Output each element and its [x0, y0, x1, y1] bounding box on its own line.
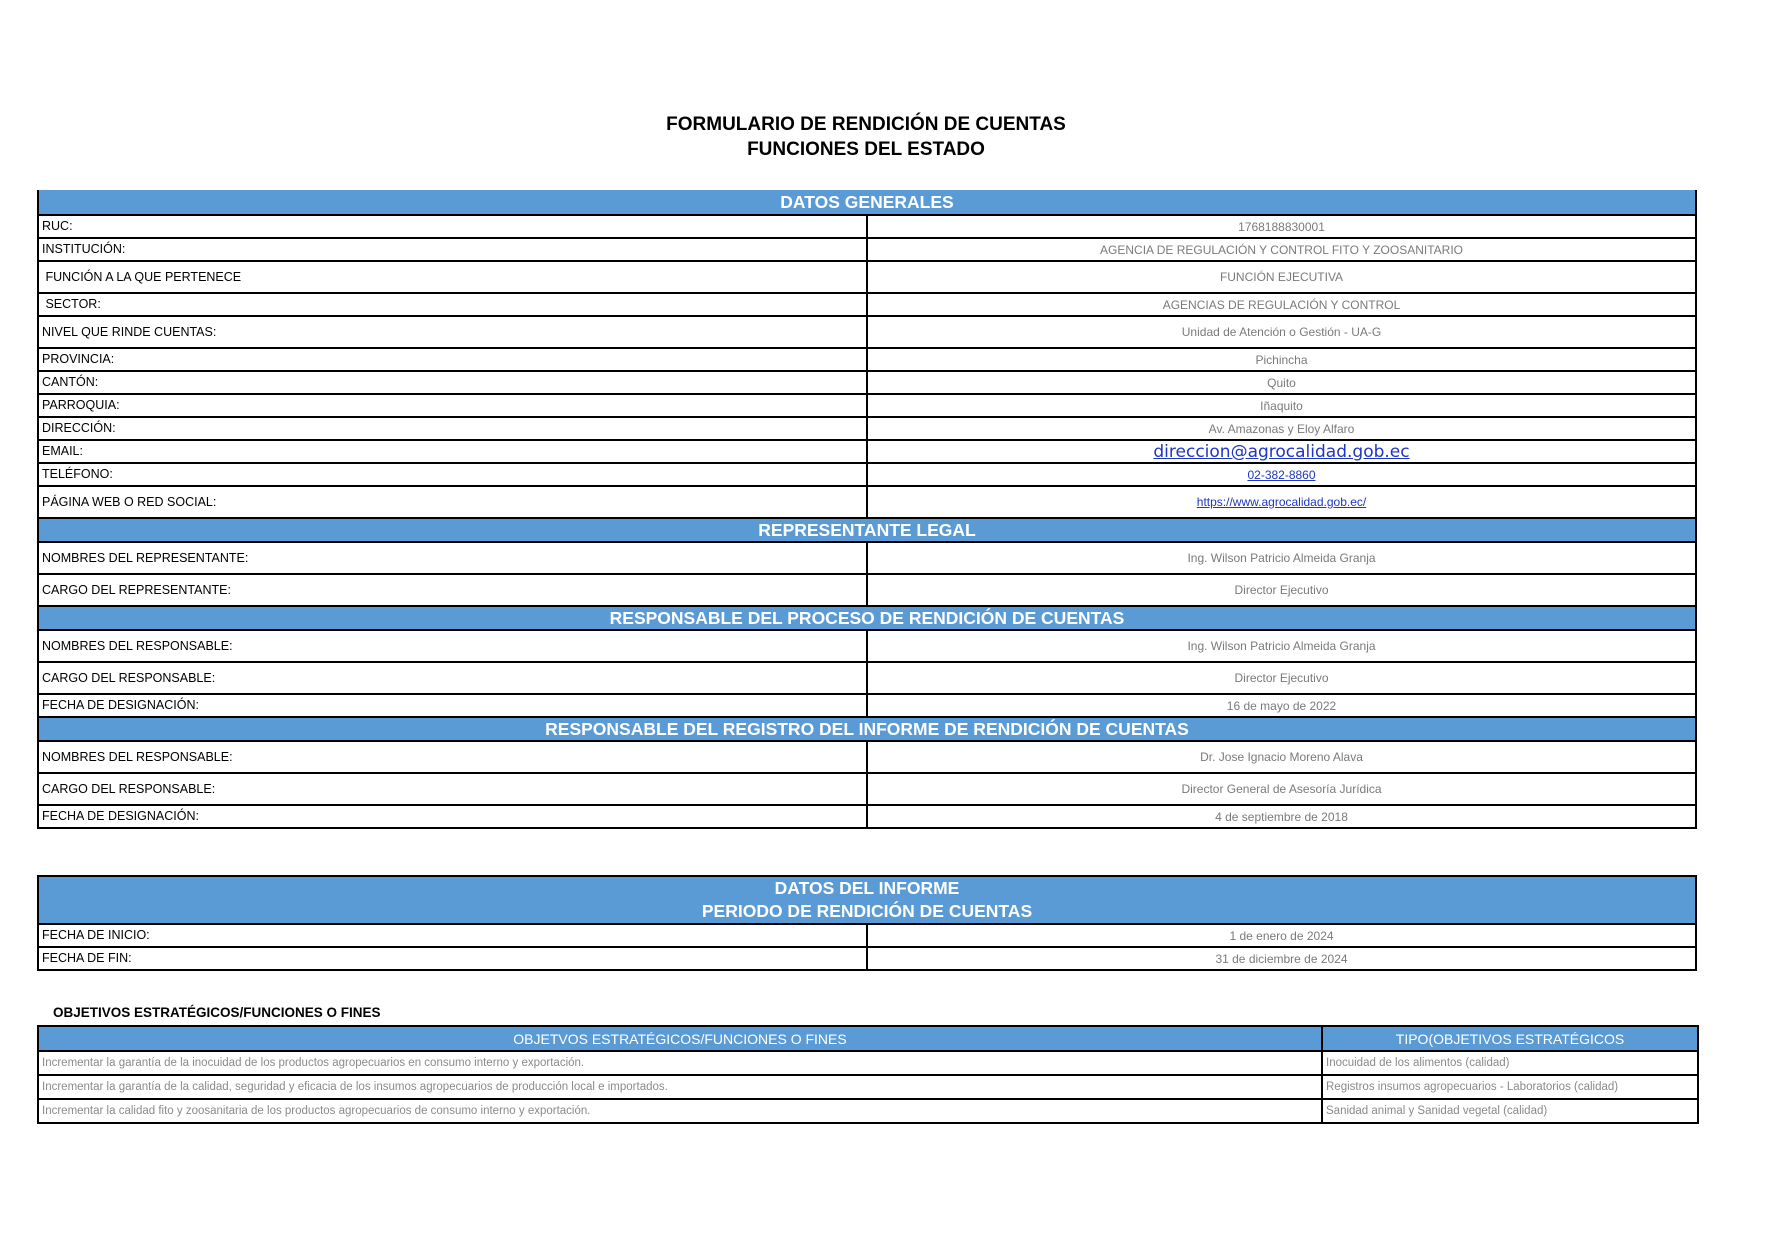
field-value-parroquia: Iñaquito [867, 394, 1696, 417]
field-label-provincia: PROVINCIA: [38, 348, 867, 371]
section-heading-datos-informe: DATOS DEL INFORME [38, 876, 1696, 900]
field-label-nivel: NIVEL QUE RINDE CUENTAS: [38, 316, 867, 348]
field-label-canton: CANTÓN: [38, 371, 867, 394]
table-row [38, 238, 1696, 261]
table-row [38, 1099, 1698, 1123]
table-row [38, 371, 1696, 394]
field-label-institucion: INSTITUCIÓN: [38, 238, 867, 261]
field-label-web: PÁGINA WEB O RED SOCIAL: [38, 486, 867, 518]
table-row [38, 741, 1696, 773]
website-link[interactable]: https://www.agrocalidad.gob.ec/ [1196, 495, 1367, 509]
field-label-nombre-registro: NOMBRES DEL RESPONSABLE: [38, 741, 867, 773]
field-label-cargo-registro: CARGO DEL RESPONSABLE: [38, 773, 867, 805]
table-row [38, 1051, 1698, 1075]
table-row [38, 805, 1696, 828]
field-value-nombre-responsable: Ing. Wilson Patricio Almeida Granja [867, 630, 1696, 662]
table-row [38, 215, 1696, 238]
table-row [38, 394, 1696, 417]
field-value-fecha-fin: 31 de diciembre de 2024 [867, 947, 1696, 970]
field-value-cargo-representante: Director Ejecutivo [867, 574, 1696, 606]
section-heading-responsable-proceso: RESPONSABLE DEL PROCESO DE RENDICIÓN DE CUENTAS [38, 606, 1696, 630]
field-value-funcion: FUNCIÓN EJECUTIVA [867, 261, 1696, 293]
field-label-fecha-designacion: FECHA DE DESIGNACIÓN: [38, 694, 867, 717]
form-subtitle: FUNCIONES DEL ESTADO [747, 139, 985, 160]
field-value-nombre-representante: Ing. Wilson Patricio Almeida Granja [867, 542, 1696, 574]
table-row [38, 261, 1696, 293]
table-row [38, 773, 1696, 805]
field-label-email: EMAIL: [38, 440, 867, 463]
table-row [38, 417, 1696, 440]
field-label-fecha-inicio: FECHA DE INICIO: [38, 924, 867, 947]
table-row [38, 662, 1696, 694]
field-value-cargo-registro: Director General de Asesoría Jurídica [867, 773, 1696, 805]
table-row [38, 1075, 1698, 1099]
table-row [38, 574, 1696, 606]
type-col-header: TIPO(OBJETIVOS ESTRATÉGICOS [1322, 1026, 1698, 1051]
table-row [38, 924, 1696, 947]
table-row [38, 694, 1696, 717]
objective-cell: Incrementar la garantía de la inocuidad de los productos agropecuarios en consumo interno y exportación. [38, 1051, 1322, 1075]
objective-type-cell: Inocuidad de los alimentos (calidad) [1322, 1051, 1698, 1075]
table-row [38, 486, 1696, 518]
field-label-nombre-representante: NOMBRES DEL REPRESENTANTE: [38, 542, 867, 574]
table-row [38, 440, 1696, 463]
field-label-telefono: TELÉFONO: [38, 463, 867, 486]
table-row [38, 348, 1696, 371]
section-heading-representante: REPRESENTANTE LEGAL [38, 518, 1696, 542]
table-row [38, 630, 1696, 662]
field-value-canton: Quito [867, 371, 1696, 394]
phone-link[interactable]: 02-382-8860 [1247, 467, 1316, 482]
field-label-funcion: FUNCIÓN A LA QUE PERTENECE [38, 261, 867, 293]
section-heading-datos-generales: DATOS GENERALES [38, 190, 1696, 215]
field-value-sector: AGENCIAS DE REGULACIÓN Y CONTROL [867, 293, 1696, 316]
section-subheading-periodo: PERIODO DE RENDICIÓN DE CUENTAS [38, 900, 1696, 924]
field-value-fecha-registro: 4 de septiembre de 2018 [867, 805, 1696, 828]
email-link[interactable]: direccion@agrocalidad.gob.ec [1153, 441, 1410, 462]
table-row [38, 463, 1696, 486]
field-value-ruc: 1768188830001 [867, 215, 1696, 238]
objective-cell: Incrementar la calidad fito y zoosanitaria de los productos agropecuarios de consumo interno y exportación. [38, 1099, 1322, 1123]
report-data-table [37, 875, 1697, 971]
field-value-fecha-inicio: 1 de enero de 2024 [867, 924, 1696, 947]
table-row [38, 316, 1696, 348]
field-label-ruc: RUC: [38, 215, 867, 238]
objectives-section-title: OBJETIVOS ESTRATÉGICOS/FUNCIONES O FINES [53, 1005, 381, 1020]
form-title: FORMULARIO DE RENDICIÓN DE CUENTAS [666, 114, 1066, 135]
field-value-provincia: Pichincha [867, 348, 1696, 371]
field-value-cargo-responsable: Director Ejecutivo [867, 662, 1696, 694]
field-value-nombre-registro: Dr. Jose Ignacio Moreno Alava [867, 741, 1696, 773]
field-label-cargo-representante: CARGO DEL REPRESENTANTE: [38, 574, 867, 606]
objectives-col-header: OBJETVOS ESTRATÉGICOS/FUNCIONES O FINES [38, 1026, 1322, 1051]
field-label-sector: SECTOR: [38, 293, 867, 316]
field-value-fecha-designacion: 16 de mayo de 2022 [867, 694, 1696, 717]
table-row [38, 947, 1696, 970]
field-label-parroquia: PARROQUIA: [38, 394, 867, 417]
field-label-nombre-responsable: NOMBRES DEL RESPONSABLE: [38, 630, 867, 662]
field-label-cargo-responsable: CARGO DEL RESPONSABLE: [38, 662, 867, 694]
general-data-table [37, 190, 1697, 829]
objective-type-cell: Registros insumos agropecuarios - Laboratorios (calidad) [1322, 1075, 1698, 1099]
objective-type-cell: Sanidad animal y Sanidad vegetal (calidad) [1322, 1099, 1698, 1123]
field-value-direccion: Av. Amazonas y Eloy Alfaro [867, 417, 1696, 440]
objective-cell: Incrementar la garantía de la calidad, seguridad y eficacia de los insumos agropecuarios de producción local e importados. [38, 1075, 1322, 1099]
field-label-fecha-registro: FECHA DE DESIGNACIÓN: [38, 805, 867, 828]
field-value-institucion: AGENCIA DE REGULACIÓN Y CONTROL FITO Y ZOOSANITARIO [867, 238, 1696, 261]
table-row [38, 293, 1696, 316]
field-value-nivel: Unidad de Atención o Gestión - UA-G [867, 316, 1696, 348]
table-row [38, 542, 1696, 574]
field-label-direccion: DIRECCIÓN: [38, 417, 867, 440]
field-label-fecha-fin: FECHA DE FIN: [38, 947, 867, 970]
section-heading-responsable-registro: RESPONSABLE DEL REGISTRO DEL INFORME DE RENDICIÓN DE CUENTAS [38, 717, 1696, 741]
objectives-table [37, 1025, 1699, 1124]
